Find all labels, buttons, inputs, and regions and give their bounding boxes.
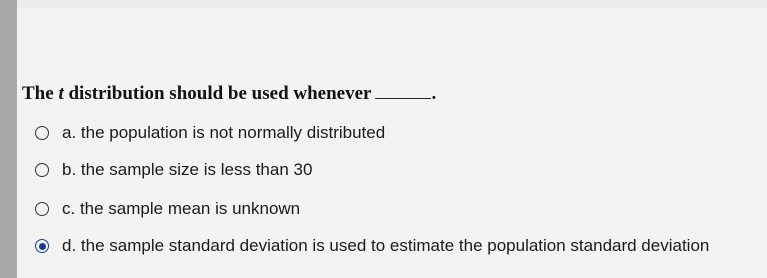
option-b-label: b. the sample size is less than 30: [62, 160, 313, 179]
radio-option-a[interactable]: [35, 126, 49, 140]
radio-option-b[interactable]: [35, 163, 49, 177]
option-a-label: a. the population is not normally distributed: [62, 123, 386, 142]
question-prefix: The: [22, 83, 54, 104]
question-end: .: [431, 83, 437, 104]
option-c[interactable]: [35, 199, 300, 219]
radio-option-d[interactable]: [35, 239, 49, 253]
answer-blank: [375, 86, 431, 99]
option-c-label: c. the sample mean is unknown: [62, 199, 301, 218]
top-strip: [17, 0, 767, 8]
left-margin-bar: [0, 0, 17, 278]
t-symbol: t: [58, 83, 64, 104]
question-text: [22, 83, 436, 105]
option-d-label: d. the sample standard deviation is used to estimate the population standard deviation: [62, 236, 710, 255]
radio-option-c[interactable]: [35, 202, 49, 216]
option-d[interactable]: [35, 236, 709, 256]
option-a[interactable]: [35, 123, 385, 143]
question-body: distribution should be used whenever: [68, 83, 372, 104]
option-b[interactable]: [35, 160, 312, 180]
